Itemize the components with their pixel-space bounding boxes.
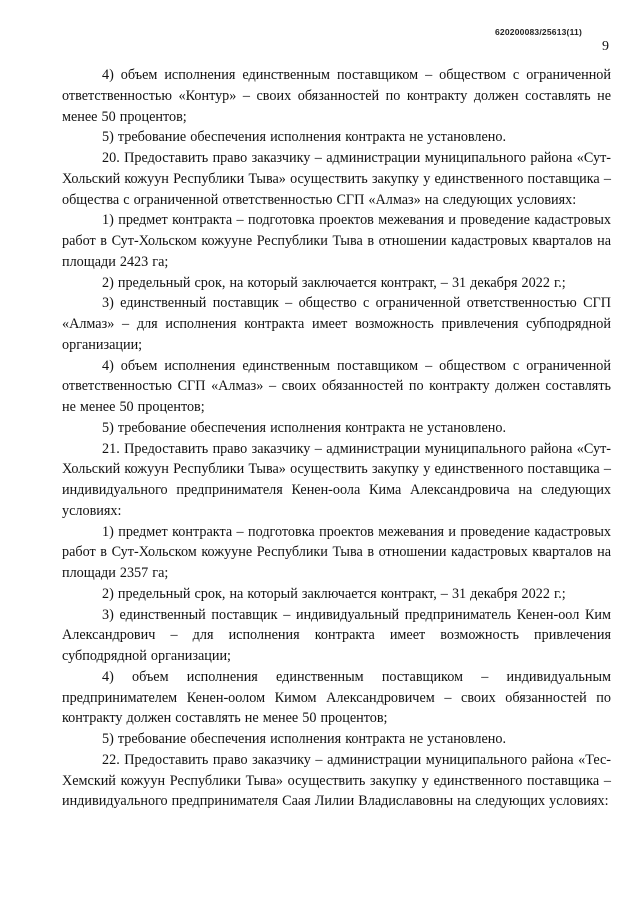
paragraph-almaz-volume: 4) объем исполнения единственным поставщиком – обществом с ограниченной ответственностью СГП «Алмаз» – своих обязанностей по контракту должен составлять не менее 50 процентов; xyxy=(62,357,611,415)
page-number: 9 xyxy=(602,39,609,54)
paragraph-item-20: 20. Предоставить право заказчику – администрации муниципального района «Сут-Хольский кожуун Республики Тыва» осуществить закупку у единственного поставщика – общества с ограниченной ответственностью СГП «Алмаз» на следующих условиях: xyxy=(62,150,611,208)
paragraph-item-21: 21. Предоставить право заказчику – администрации муниципального района «Сут-Хольский кожуун Республики Тыва» осуществить закупку у единственного поставщика – индивидуального предпринимателя Кенен-оола Кима Александровича на следующих условиях: xyxy=(62,440,611,519)
paragraph-contour-security: 5) требование обеспечения исполнения контракта не установлено. xyxy=(102,129,507,146)
document-body xyxy=(62,65,611,812)
paragraph-almaz-security: 5) требование обеспечения исполнения контракта не установлено. xyxy=(102,419,507,436)
paragraph-kenen-term: 2) предельный срок, на который заключается контракт, – 31 декабря 2022 г.; xyxy=(102,585,566,602)
paragraph-kenen-subject: 1) предмет контракта – подготовка проектов межевания и проведение кадастровых работ в Сут-Хольском кожууне Республики Тыва в отношении кадастровых кварталов на площади 2357 га; xyxy=(62,523,611,581)
paragraph-almaz-term: 2) предельный срок, на который заключается контракт, – 31 декабря 2022 г.; xyxy=(102,274,566,291)
paragraph-kenen-security: 5) требование обеспечения исполнения контракта не установлено. xyxy=(102,731,507,747)
paragraph-contour-volume: 4) объем исполнения единственным поставщиком – обществом с ограниченной ответственностью «Контур» – своих обязанностей по контракту должен составлять не менее 50 процентов; xyxy=(62,67,611,125)
paragraph-item-22: 22. Предоставить право заказчику – администрации муниципального района «Тес-Хемский кожуун Республики Тыва» осуществить закупку у единственного поставщика – индивидуального предпринимателя Саая Лилии Владиславовны на следующих условиях: xyxy=(62,751,611,810)
paragraph-almaz-supplier: 3) единственный поставщик – общество с ограниченной ответственностью СГП «Алмаз» – для исполнения контракта имеет возможность привлечения субподрядной организации; xyxy=(62,295,611,353)
document-id: 620200083/25613(11) xyxy=(495,27,582,37)
paragraph-kenen-volume: 4) объем исполнения единственным поставщиком – индивидуальным предпринимателем Кенен-оолом Кимом Александровичем – своих обязанностей по контракту должен составлять не менее 50 процентов; xyxy=(62,668,611,727)
paragraph-kenen-supplier: 3) единственный поставщик – индивидуальный предприниматель Кенен-оол Ким Александрович – для исполнения контракта имеет возможность привлечения субподрядной организации; xyxy=(62,606,611,664)
paragraph-almaz-subject: 1) предмет контракта – подготовка проектов межевания и проведение кадастровых работ в Сут-Хольском кожууне Республики Тыва в отношении кадастровых кварталов на площади 2423 га; xyxy=(62,212,611,270)
